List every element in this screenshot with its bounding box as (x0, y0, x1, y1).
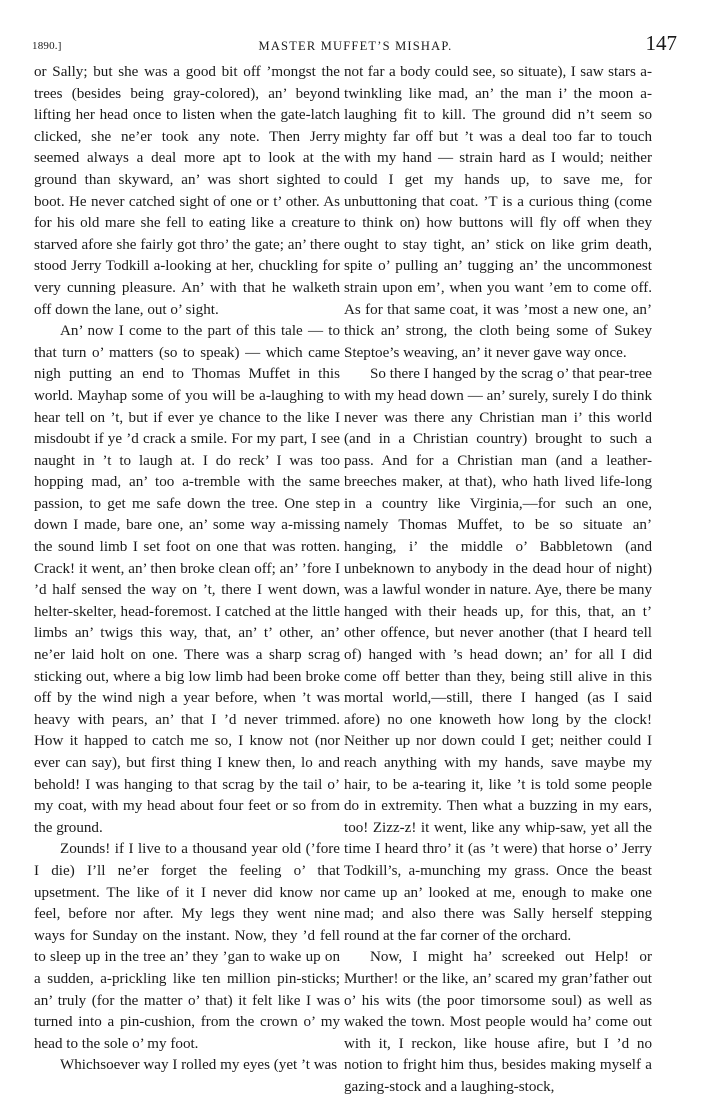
paragraph: Whichsoever way I rolled my eyes (yet ’t was (60, 1057, 338, 1074)
left-column (34, 62, 340, 1077)
page-number: 147 (645, 31, 677, 55)
paragraph: An’ now I come to the part of this tale — to that turn o’ matters (so to speak) — which came nigh putting an end to Thomas Muffet in this world. Mayhap some of you will be a-laughing to hear tell on ’t, but if ever ye chance to the like I misdoubt if ye ’d crack a smile. For my part, I see naught in ’t to laugh at. I do reck’ I was too hopping mad, an’ too a-tremble with the same passion, to get me safe down the tree. One step down I made, bare one, an’ some way a-missing the sound limb I set foot on one that was rotten. Crack! it went, an’ then broke clean off; an’ ’fore I ’d half sensed the way on ’t, there I went down, helter-skelter, head-foremost. I catched at the little limbs an’ twigs this way, that, an’ t’ other, an’ ne’er laid holt on one. There was a sharp scrag sticking out, where a big low limb had been broke off by the wind nigh a year before, when ’t was heavy with pears, an’ that I ’d never trimmed. How it happed to catch me so, I know not (nor ever can say), but first thing I knew then, lo and behold! I was hanging to that scrag by the tail o’ my coat, with my head about four feet or so from the ground. (34, 323, 340, 836)
issue-date: 1890.] (32, 40, 62, 52)
paragraph: Now, I might ha’ screeked out Help! or Murther! or the like, an’ scared my gran’father out o’ his wits (the poor timorsome soul) as well as waked the town. Most people would ha’ come out with it, I reckon, like house afire, but I ’d no notion to fright him thus, besides making myself a gazing-stock and a laughing-stock, (344, 949, 652, 1095)
right-column (344, 62, 652, 1099)
running-title: MASTER MUFFET’S MISHAP. (258, 39, 453, 53)
running-header (32, 30, 679, 60)
paragraph: So there I hanged by the scrag o’ that pear-tree with my head down — an’ surely, surely I do think never was there any Christian man i’ this world (and in a Christian country) brought to such a pass. And for a Christian man (and a leather-breeches maker, at that), who hath lived life-long in a country like Virginia,—for such an one, namely Thomas Muffet, to be so situate an’ hanging, i’ the middle o’ Babbletown (and unbeknown to anybody in the dead hour of night) was a lawful wonder in nature. Aye, there be many hanged with their heads up, for this, that, an t’ other offence, but never another (that I heard tell of) hanged with ’s head down; an’ for all I did come off better than they, being still alive in this mortal world,—still, there I hanged (as I said afore) no one knoweth how long by the clock! Neither up nor down could I get; neither could I reach anything with my hands, save maybe my hair, to be a-tearing it, like ’t is told some people do in extremity. Then what a buzzing in my ears, too! Zizz-z! it went, like any whip-saw, yet all the time I heard thro’ it (as ’t were) that horse o’ Jerry Todkill’s, a-munching my grass. Once the beast came up an’ looked at me, enough to make one mad; and also there was Sally herself stepping round at the far corner of the orchard. (344, 366, 652, 944)
paragraph: not far a body could see, so situate), I saw stars a-twinkling like mad, an’ the man i’ the moon a-laughing fit to kill. The ground did n’t seem so mighty far off but ’t was a deal too far to touch with my hand — strain hard as I would; neither could I get my hands up, to save me, for unbuttoning that coat. ’T is a curious thing (come to think on) how buttons will fly off when they ought to stay tight, an’ stick on like grim death, spite o’ pulling an’ tugging an’ the uncommonest strain upon em’, when you want ’em to come off. As for that same coat, it was ’most a new one, an’ thick an’ strong, the cloth being some of Sukey Steptoe’s weaving, an’ it never gave way once. (344, 64, 652, 361)
paragraph: Zounds! if I live to a thousand year old (’fore I die) I’ll ne’er forget the feeling o’ that upsetment. The like of it I never did know nor feel, before nor after. My legs they went nine ways for Sunday on the instant. Now, they ’d fell to sleep up in the tree an’ they ’gan to wake up on a sudden, a-prickling like ten million pin-sticks; an’ truly (for the matter o’ that) it felt like I was turned into a pin-cushion, from the crown o’ my head to the sole o’ my foot. (34, 841, 340, 1052)
paragraph: or Sally; but she was a good bit off ’mongst the trees (besides being gray-colored), an’ beyond lifting her head once to listen when the gate-latch clicked, she ne’er took any note. Then Jerry seemed always a deal more apt to look at the ground than skyward, an’ was short sighted to boot. He never catched sight of one or t’ other. As for his old mare she fell to eating like a creature starved afore she fairly got thro’ the gate; an’ there stood Jerry Todkill a-looking at her, chuckling for very cunning pleasure. An’ with that he walketh off down the lane, out o’ sight. (34, 64, 340, 318)
